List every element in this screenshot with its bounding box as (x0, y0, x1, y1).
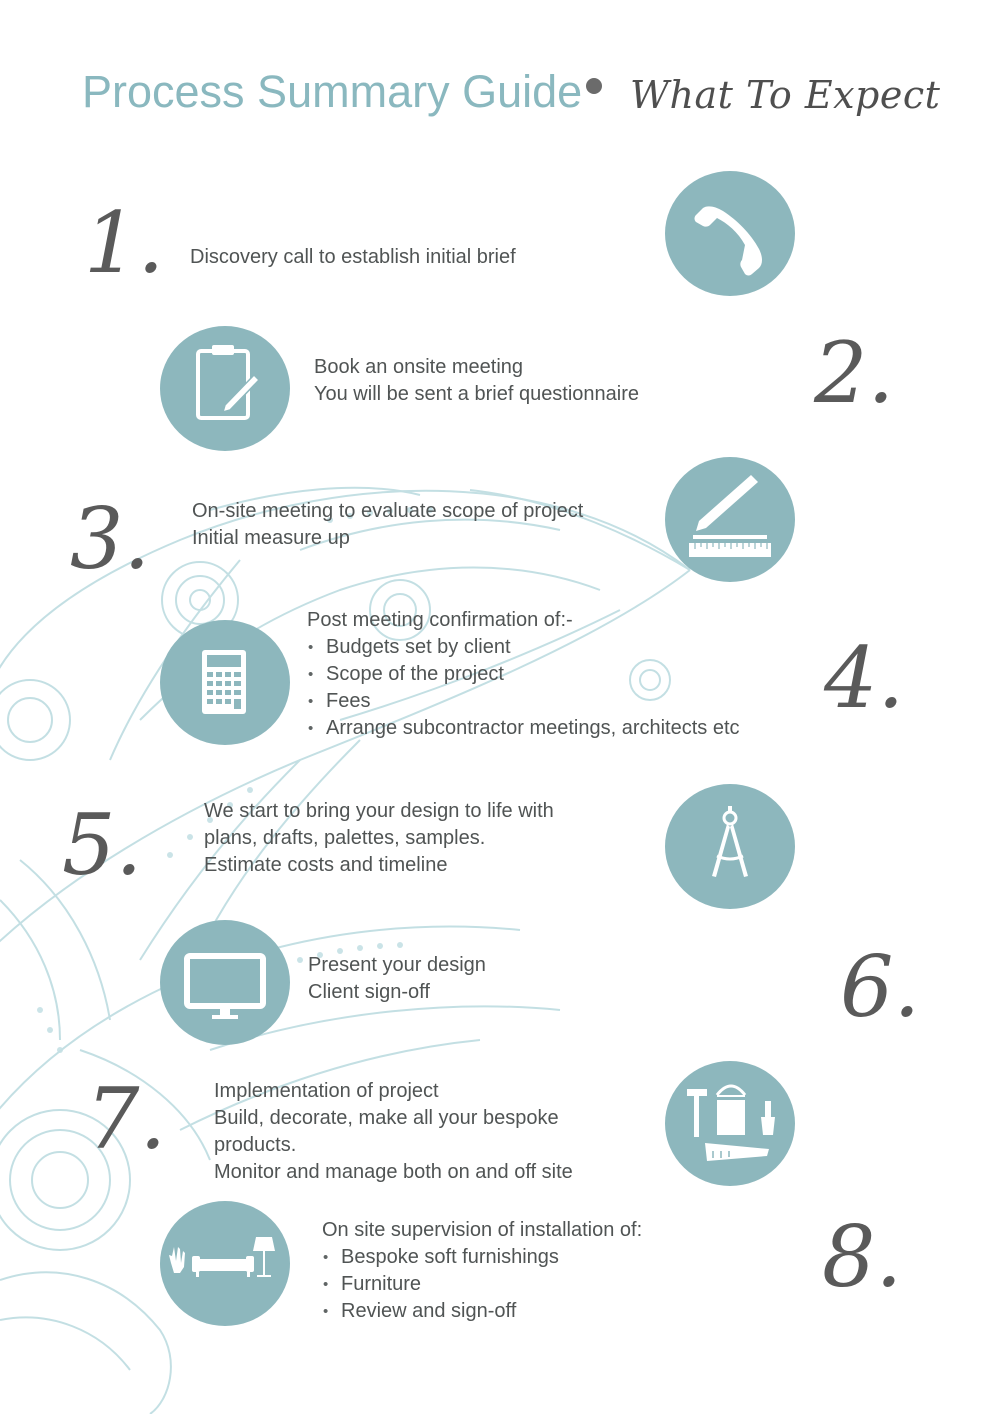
step-3-line: On-site meeting to evaluate scope of project (192, 500, 584, 522)
step-2-circle (160, 326, 290, 451)
step-7-line: products. (214, 1134, 297, 1156)
step-8-bullet: • Bespoke soft furnishings (322, 1244, 642, 1271)
step-8-text (322, 1217, 642, 1325)
step-6-line: Present your design (308, 954, 486, 976)
compass-icon (665, 784, 795, 909)
step-7-line: Monitor and manage both on and off site (214, 1161, 573, 1183)
step-1-circle (665, 171, 795, 296)
step-7-circle (665, 1061, 795, 1186)
furniture-icon (160, 1201, 290, 1326)
step-2-number: 2. (814, 324, 895, 422)
step-8-bullet: • Review and sign-off (322, 1298, 642, 1325)
step-3-number: 3. (70, 490, 151, 588)
step-2-text (314, 354, 639, 408)
monitor-icon (160, 920, 290, 1045)
tools-icon (665, 1061, 795, 1186)
step-8-number: 8. (822, 1208, 903, 1306)
pencil-ruler-icon (665, 457, 795, 582)
calculator-icon (160, 620, 290, 745)
step-8-bullet: • Furniture (322, 1271, 642, 1298)
step-4-bullet: • Arrange subcontractor meetings, architects etc (307, 715, 740, 742)
step-2-line: You will be sent a brief questionnaire (314, 383, 640, 405)
step-8-circle (160, 1201, 290, 1326)
step-6-number: 6. (840, 938, 921, 1036)
step-3-text (192, 498, 583, 552)
page-title: Process Summary Guide (82, 66, 583, 117)
step-4-bullet: • Budgets set by client (307, 634, 740, 661)
step-2-line: Book an onsite meeting (314, 356, 524, 378)
step-4-circle (160, 620, 290, 745)
step-3-circle (665, 457, 795, 582)
step-5-line: Estimate costs and timeline (204, 854, 448, 876)
step-4-intro: Post meeting confirmation of:- (307, 609, 573, 631)
step-6-text (308, 952, 486, 1006)
phone-icon (665, 171, 795, 296)
step-7-line: Implementation of project (214, 1080, 439, 1102)
step-6-line: Client sign-off (308, 981, 430, 1003)
step-1-number: 1. (84, 194, 165, 292)
step-5-line: We start to bring your design to life with (204, 800, 554, 822)
step-5-line: plans, drafts, palettes, samples. (204, 827, 486, 849)
step-7-number: 7. (86, 1070, 167, 1168)
step-4-bullet: • Scope of the project (307, 661, 740, 688)
step-5-text (204, 798, 554, 879)
step-5-number: 5. (62, 796, 143, 894)
title-separator-dot (586, 78, 602, 94)
step-5-circle (665, 784, 795, 909)
clipboard-icon (160, 326, 290, 451)
step-4-bullet: • Fees (307, 688, 740, 715)
step-8-intro: On site supervision of installation of: (322, 1219, 643, 1241)
step-7-text (214, 1078, 573, 1186)
step-7-line: Build, decorate, make all your bespoke (214, 1107, 559, 1129)
step-6-circle (160, 920, 290, 1045)
step-1-line: Discovery call to establish initial brief (190, 246, 516, 268)
page-subtitle: What To Expect (630, 73, 941, 117)
step-4-number: 4. (824, 629, 905, 727)
step-1-text (190, 244, 516, 271)
step-3-line: Initial measure up (192, 527, 350, 549)
step-4-text (307, 607, 740, 742)
